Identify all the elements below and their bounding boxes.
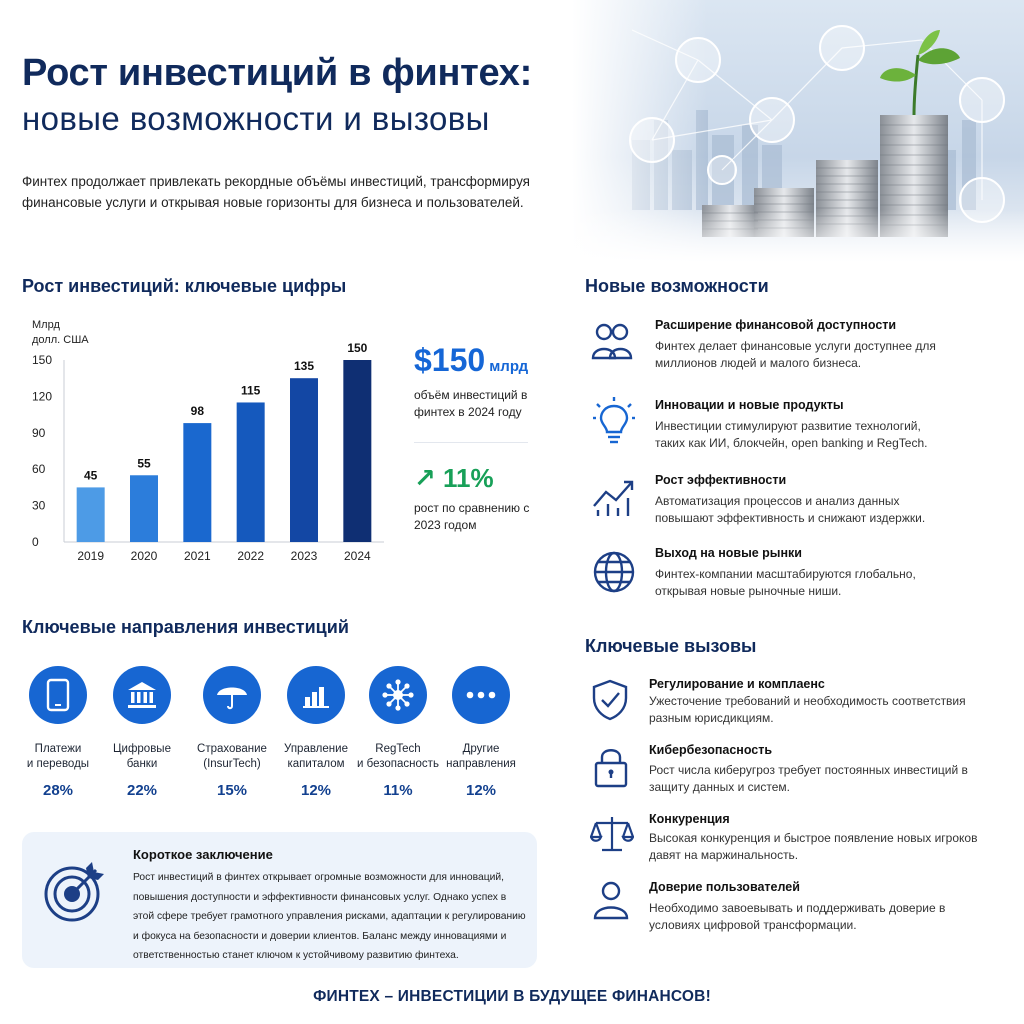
growth-chart-icon — [592, 474, 636, 518]
total-investment-value: $150 — [414, 342, 486, 378]
shield-check-icon — [590, 678, 634, 722]
chart-svg — [22, 312, 392, 572]
directions-section-title: Ключевые направления инвестиций — [22, 617, 349, 637]
opportunity-title: Выход на новые рынки — [655, 546, 802, 560]
direction-label: Страхование — [197, 743, 267, 755]
intro-text: Финтех продолжает привлекать рекордные объёмы инвестиций, трансформируя финансовые услуги и открывая новые горизонты для бизнеса и пользователей. — [22, 174, 530, 210]
direction-label: RegTech — [375, 743, 421, 755]
bar-chart-icon — [287, 666, 345, 724]
y-tick-label: 30 — [32, 498, 46, 513]
scales-icon — [590, 814, 634, 858]
direction-percent: 11% — [383, 782, 413, 799]
direction-item-other — [439, 666, 523, 799]
bar-value-label: 115 — [240, 383, 261, 398]
hero-image — [572, 0, 1024, 262]
y-tick-label: 90 — [32, 425, 46, 440]
direction-label: и переводы — [26, 758, 90, 770]
bar-value-label: 98 — [190, 404, 205, 419]
total-investment-unit: млрд — [489, 358, 529, 375]
lightbulb-icon — [592, 396, 636, 440]
opportunity-title: Инновации и новые продукты — [655, 398, 844, 412]
direction-label: Другие — [462, 743, 500, 755]
investment-bar-chart — [22, 312, 392, 572]
direction-label: банки — [126, 758, 158, 770]
bar — [183, 423, 211, 542]
lock-icon — [592, 745, 636, 789]
bar-value-label: 135 — [293, 359, 315, 374]
challenge-desc: Рост числа киберугроз требует постоянных инвестиций в защиту данных и систем. — [649, 763, 968, 794]
direction-label: капиталом — [287, 758, 345, 770]
bar — [290, 378, 318, 542]
direction-label: Цифровые — [113, 743, 171, 755]
bar-value-label: 150 — [347, 341, 368, 355]
opportunity-title: Рост эффективности — [655, 473, 787, 487]
opportunity-title: Расширение финансовой доступности — [655, 318, 897, 332]
opportunity-desc: Инвестиции стимулируют развитие технологий, таких как ИИ, блокчейн, open banking и RegTech. — [655, 419, 928, 450]
growth-percent: ↗ 11% — [414, 463, 494, 493]
challenge-desc: Высокая конкуренция и быстрое появление новых игроков давят на маржинальность. — [649, 831, 978, 862]
direction-percent: 22% — [126, 782, 158, 799]
globe-icon — [592, 550, 636, 594]
x-tick-label: 2020 — [130, 549, 158, 563]
bar-value-label: 45 — [83, 468, 98, 483]
umbrella-icon — [203, 666, 261, 724]
network-icon — [369, 666, 427, 724]
direction-percent: 28% — [42, 782, 74, 799]
bar — [77, 487, 105, 542]
challenge-title: Кибербезопасность — [649, 743, 773, 757]
direction-label: и безопасность — [357, 758, 439, 770]
chart-ylabel-line1: Млрд — [32, 319, 60, 331]
bar-value-label: 55 — [137, 456, 151, 471]
direction-label: направления — [446, 758, 516, 770]
total-investment-desc: объём инвестиций в финтех в 2024 году — [414, 388, 528, 419]
direction-item-digital-banks — [100, 666, 184, 799]
direction-percent: 12% — [465, 782, 497, 799]
challenge-title: Регулирование и комплаенс — [649, 677, 825, 691]
growth-desc: рост по сравнению с 2023 годом — [414, 501, 530, 532]
direction-label: Платежи — [34, 743, 82, 755]
conclusion-text: Рост инвестиций в финтех открывает огромные возможности для инноваций, повышения доступности и эффективности финансовых услуг. Однако успех в этой сфере требует грамотного управления рисками, адаптации к регулированию и фокуса на безопасности и доверии клиентов. Баланс между инновациями и ответственностью станет ключом к устойчивому развитию финтеха. — [133, 872, 526, 962]
challenge-title: Доверие пользователей — [649, 880, 800, 894]
x-tick-label: 2021 — [183, 549, 211, 563]
direction-item-regtech — [356, 666, 440, 799]
growth-section-title: Рост инвестиций: ключевые цифры — [22, 276, 347, 296]
stat-divider — [414, 442, 528, 443]
more-icon — [452, 666, 510, 724]
challenges-section-title: Ключевые вызовы — [585, 636, 757, 656]
opportunity-desc: Финтех делает финансовые услуги доступнее для миллионов людей и малого бизнеса. — [655, 339, 936, 370]
y-tick-label: 120 — [32, 389, 53, 404]
challenge-desc: Ужесточение требований и необходимость соответствия разным юрисдикциям. — [649, 694, 966, 725]
bar — [130, 475, 158, 542]
direction-item-wealth — [274, 666, 358, 799]
phone-icon — [29, 666, 87, 724]
conclusion-title: Короткое заключение — [133, 847, 273, 862]
people-icon — [590, 320, 634, 364]
bar — [237, 402, 265, 542]
x-tick-label: 2022 — [237, 549, 265, 563]
bank-icon — [113, 666, 171, 724]
user-icon — [592, 880, 636, 924]
x-tick-label: 2023 — [290, 549, 318, 563]
direction-label: (InsurTech) — [203, 758, 261, 770]
direction-item-payments — [16, 666, 100, 799]
opportunity-desc: Финтех-компании масштабируются глобально, открывая новые рыночные ниши. — [655, 567, 916, 598]
y-tick-label: 60 — [32, 462, 46, 477]
footer-slogan: ФИНТЕХ – ИНВЕСТИЦИИ В БУДУЩЕЕ ФИНАНСОВ! — [313, 988, 711, 1005]
direction-item-insurtech — [190, 666, 274, 799]
direction-percent: 12% — [300, 782, 332, 799]
target-icon — [42, 856, 108, 931]
page-subtitle: новые возможности и вызовы — [22, 100, 490, 137]
bar — [343, 360, 371, 542]
y-tick-label: 0 — [32, 535, 39, 549]
x-tick-label: 2019 — [77, 549, 105, 563]
page-title: Рост инвестиций в финтех: — [22, 52, 532, 94]
challenge-title: Конкуренция — [649, 812, 730, 826]
opportunity-desc: Автоматизация процессов и анализ данных повышают эффективность и снижают издержки. — [655, 494, 926, 525]
opportunities-section-title: Новые возможности — [585, 276, 769, 296]
total-investment-stat — [414, 342, 528, 379]
y-tick-label: 150 — [32, 353, 53, 367]
x-tick-label: 2024 — [343, 549, 371, 563]
direction-label: Управление — [284, 743, 348, 755]
direction-percent: 15% — [216, 782, 248, 799]
chart-ylabel-line2: долл. США — [32, 334, 89, 346]
challenge-desc: Необходимо завоевывать и поддерживать доверие в условиях цифровой трансформации. — [649, 901, 946, 932]
